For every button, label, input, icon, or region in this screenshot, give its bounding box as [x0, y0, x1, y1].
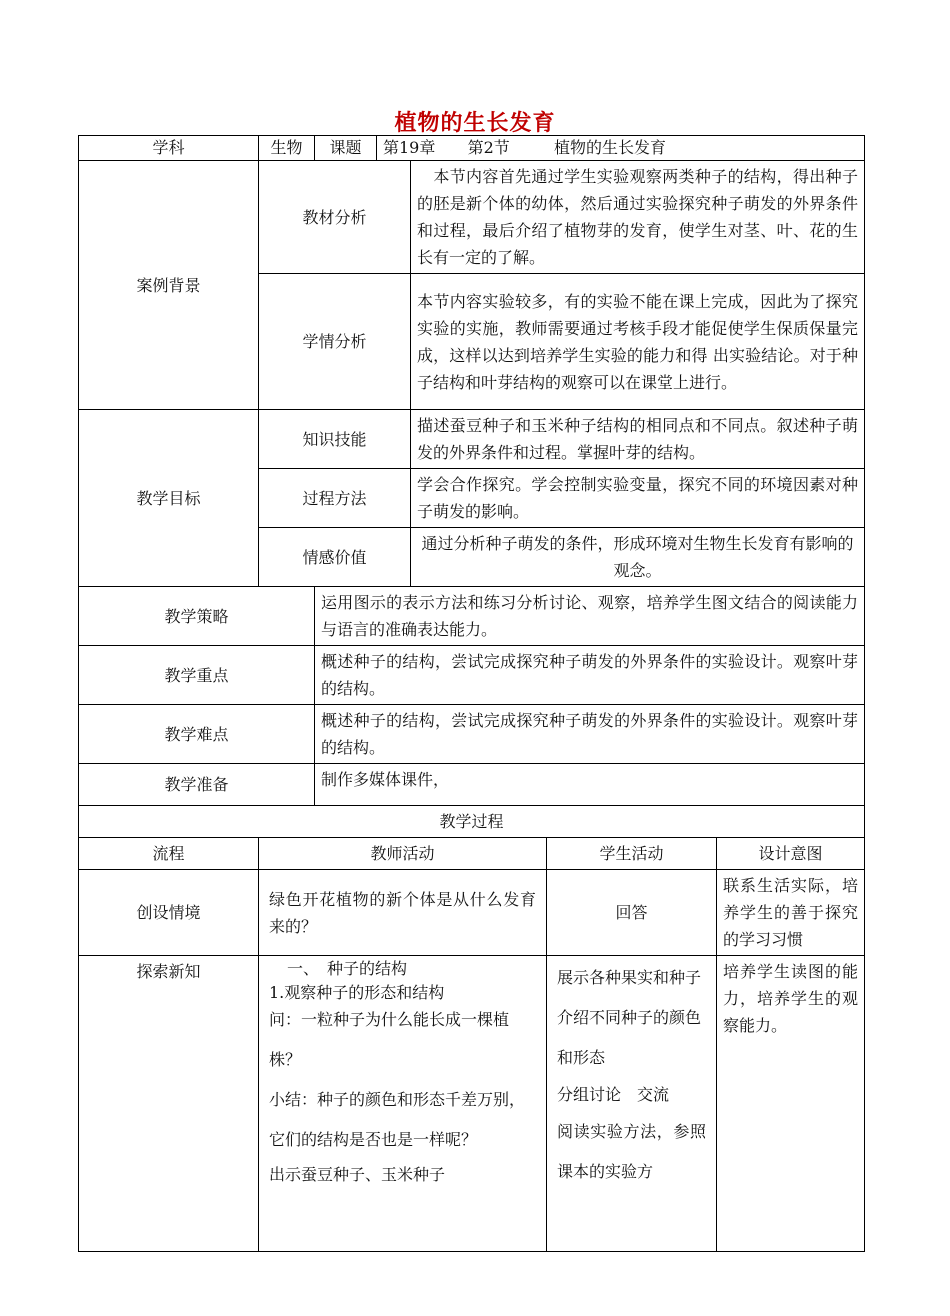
teacher-line: 问：一粒种子为什么能长成一棵植株？: [269, 1010, 510, 1069]
process-header-row: [79, 838, 865, 870]
students-text: 本节内容实验较多，有的实验不能在课上完成，因此为了探究实验的实施，教师需要通过考核手段才能促使学生保质保量完成，这样以达到培养学生实验的能力和得 出实验结论。对于种子结构和叶芽结构的观察可以在课堂上进行。: [411, 274, 865, 410]
key-points-label: 教学重点: [79, 646, 315, 705]
lesson-plan-table: [78, 135, 865, 1252]
flow-cell: 探索新知: [79, 956, 259, 1252]
col-intent: 设计意图: [717, 838, 865, 870]
student-line: 展示各种果实和种子: [557, 968, 702, 987]
page-title: 植物的生长发育: [394, 110, 556, 136]
header-row: [79, 136, 865, 161]
knowledge-label: 知识技能: [259, 410, 411, 469]
teacher-line: 出示蚕豆种子、玉米种子: [269, 1165, 446, 1184]
emotion-label: 情感价值: [259, 528, 411, 587]
teacher-heading: 一、 种子的结构: [287, 959, 408, 978]
student-cell: [547, 956, 717, 1252]
student-line: 分组讨论 交流: [557, 1085, 670, 1104]
chapter: 第19章: [383, 138, 436, 157]
background-label: 案例背景: [79, 161, 259, 410]
topic-name: 植物的生长发育: [553, 138, 666, 157]
flow-cell: 创设情境: [79, 870, 259, 956]
student-line: 阅读实验方法，参照课本的实验方: [557, 1122, 706, 1181]
students-label: 学情分析: [259, 274, 411, 410]
intent-cell: 培养学生读图的能力，培养学生的观察能力。: [717, 956, 865, 1252]
textbook-text: 本节内容首先通过学生实验观察两类种子的结构，得出种子的胚是新个体的幼体，然后通过实验探究种子萌发的外界条件和过程，最后介绍了植物芽的发育，使学生对茎、叶、花的生长有一定的了解。: [411, 161, 865, 274]
subject-label: 学科: [79, 136, 259, 161]
intent-cell: 联系生活实际，培养学生的善于探究的学习习惯: [717, 870, 865, 956]
col-flow: 流程: [79, 838, 259, 870]
teacher-cell: 绿色开花植物的新个体是从什么发育来的？: [259, 870, 547, 956]
process-method-label: 过程方法: [259, 469, 411, 528]
strategy-label: 教学策略: [79, 587, 315, 646]
col-teacher: 教师活动: [259, 838, 547, 870]
textbook-label: 教材分析: [259, 161, 411, 274]
section: 第2节: [467, 138, 510, 157]
preparation-text: 制作多媒体课件，: [315, 764, 865, 806]
topic-value: [377, 136, 865, 161]
subject-value: 生物: [259, 136, 315, 161]
goals-label: 教学目标: [79, 410, 259, 587]
strategy-text: 运用图示的表示方法和练习分析讨论、观察，培养学生图文结合的阅读能力与语言的准确表达能力。: [315, 587, 865, 646]
teacher-line: 1.观察种子的形态和结构: [269, 983, 445, 1002]
emotion-text: 通过分析种子萌发的条件，形成环境对生物生长发育有影响的观念。: [411, 528, 865, 587]
topic-label: 课题: [315, 136, 377, 161]
teacher-cell: [259, 956, 547, 1252]
col-student: 学生活动: [547, 838, 717, 870]
knowledge-text: 描述蚕豆种子和玉米种子结构的相同点和不同点。叙述种子萌发的外界条件和过程。掌握叶芽的结构。: [411, 410, 865, 469]
student-line: 介绍不同种子的颜色和形态: [557, 1008, 702, 1067]
difficulties-text: 概述种子的结构，尝试完成探究种子萌发的外界条件的实验设计。观察叶芽的结构。: [315, 705, 865, 764]
key-points-text: 概述种子的结构，尝试完成探究种子萌发的外界条件的实验设计。观察叶芽的结构。: [315, 646, 865, 705]
student-cell: 回答: [547, 870, 717, 956]
difficulties-label: 教学难点: [79, 705, 315, 764]
process-method-text: 学会合作探究。学会控制实验变量，探究不同的环境因素对种子萌发的影响。: [411, 469, 865, 528]
preparation-label: 教学准备: [79, 764, 315, 806]
process-title: 教学过程: [79, 806, 865, 838]
table-row: [79, 956, 865, 1252]
teacher-line: 小结：种子的颜色和形态千差万别，它们的结构是否也是一样呢？: [269, 1090, 526, 1149]
table-row: [79, 870, 865, 956]
